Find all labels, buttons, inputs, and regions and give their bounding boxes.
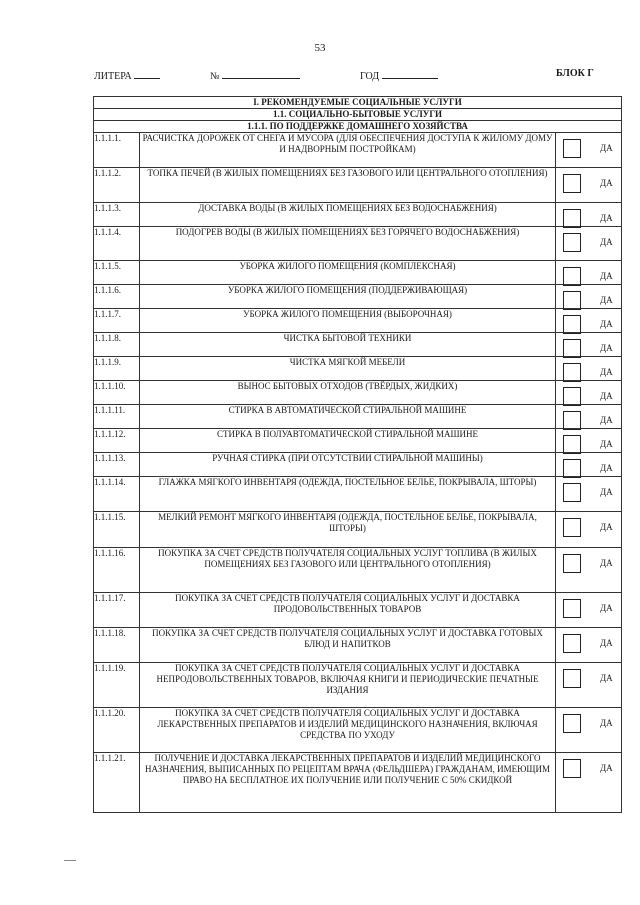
service-choice-cell: [556, 333, 622, 357]
yes-label: ДА: [600, 391, 613, 401]
service-description: УБОРКА ЖИЛОГО ПОМЕЩЕНИЯ (ПОДДЕРЖИВАЮЩАЯ): [140, 285, 556, 309]
section-subtitle: 1.1. СОЦИАЛЬНО-БЫТОВЫЕ УСЛУГИ: [94, 109, 622, 121]
service-choice-cell: [556, 453, 622, 477]
yes-label: ДА: [600, 415, 613, 425]
yes-checkbox[interactable]: [563, 174, 581, 193]
service-description: УБОРКА ЖИЛОГО ПОМЕЩЕНИЯ (ВЫБОРОЧНАЯ): [140, 309, 556, 333]
service-description: ПОКУПКА ЗА СЧЕТ СРЕДСТВ ПОЛУЧАТЕЛЯ СОЦИАЛЬНЫХ УСЛУГ И ДОСТАВКА ПРОДОВОЛЬСТВЕННЫХ ТОВАРОВ: [140, 593, 556, 628]
service-choice-cell: [556, 405, 622, 429]
service-description: СТИРКА В ПОЛУАВТОМАТИЧЕСКОЙ СТИРАЛЬНОЙ МАШИНЕ: [140, 429, 556, 453]
service-row: [94, 261, 622, 285]
services-table: [93, 96, 622, 813]
yes-label: ДА: [600, 343, 613, 353]
service-number: 1.1.1.9.: [94, 357, 140, 381]
year-field: [360, 68, 438, 82]
yes-checkbox[interactable]: [563, 233, 581, 252]
service-number: 1.1.1.15.: [94, 512, 140, 548]
service-choice-cell: [556, 261, 622, 285]
service-row: [94, 593, 622, 628]
service-row: [94, 453, 622, 477]
service-description: МЕЛКИЙ РЕМОНТ МЯГКОГО ИНВЕНТАРЯ (ОДЕЖДА, ПОСТЕЛЬНОЕ БЕЛЬЕ, ПОКРЫВАЛА, ШТОРЫ): [140, 512, 556, 548]
service-number: 1.1.1.8.: [94, 333, 140, 357]
block-label: БЛОК Г: [556, 68, 594, 79]
service-choice-cell: [556, 203, 622, 227]
section-title-row: [94, 97, 622, 109]
yes-label: ДА: [600, 603, 613, 613]
service-choice-cell: [556, 429, 622, 453]
yes-label: ДА: [600, 439, 613, 449]
service-number: 1.1.1.14.: [94, 477, 140, 512]
service-number: 1.1.1.16.: [94, 548, 140, 593]
yes-checkbox[interactable]: [563, 599, 581, 618]
service-number: 1.1.1.3.: [94, 203, 140, 227]
yes-label: ДА: [600, 213, 613, 223]
yes-checkbox[interactable]: [563, 435, 581, 454]
service-number: 1.1.1.7.: [94, 309, 140, 333]
litera-label: ЛИТЕРА: [94, 71, 132, 82]
service-number: 1.1.1.5.: [94, 261, 140, 285]
yes-checkbox[interactable]: [563, 518, 581, 537]
service-number: 1.1.1.2.: [94, 168, 140, 203]
service-row: [94, 405, 622, 429]
service-number: 1.1.1.11.: [94, 405, 140, 429]
service-number: 1.1.1.20.: [94, 708, 140, 753]
service-row: [94, 548, 622, 593]
service-number: 1.1.1.17.: [94, 593, 140, 628]
litera-field: [94, 68, 160, 82]
service-choice-cell: [556, 133, 622, 168]
service-choice-cell: [556, 593, 622, 628]
service-description: ГЛАЖКА МЯГКОГО ИНВЕНТАРЯ (ОДЕЖДА, ПОСТЕЛЬНОЕ БЕЛЬЕ, ПОКРЫВАЛА, ШТОРЫ): [140, 477, 556, 512]
number-field: [210, 68, 300, 82]
year-label: ГОД: [360, 71, 380, 82]
service-description: ПОДОГРЕВ ВОДЫ (В ЖИЛЫХ ПОМЕЩЕНИЯХ БЕЗ ГОРЯЧЕГО ВОДОСНАБЖЕНИЯ): [140, 227, 556, 261]
service-row: [94, 333, 622, 357]
service-choice-cell: [556, 381, 622, 405]
service-choice-cell: [556, 708, 622, 753]
yes-checkbox[interactable]: [563, 209, 581, 228]
yes-checkbox[interactable]: [563, 759, 581, 778]
service-description: СТИРКА В АВТОМАТИЧЕСКОЙ СТИРАЛЬНОЙ МАШИНЕ: [140, 405, 556, 429]
service-number: 1.1.1.12.: [94, 429, 140, 453]
page-number: 53: [314, 42, 326, 54]
service-choice-cell: [556, 357, 622, 381]
yes-label: ДА: [600, 487, 613, 497]
service-row: [94, 168, 622, 203]
service-description: УБОРКА ЖИЛОГО ПОМЕЩЕНИЯ (КОМПЛЕКСНАЯ): [140, 261, 556, 285]
yes-checkbox[interactable]: [563, 634, 581, 653]
service-choice-cell: [556, 227, 622, 261]
service-row: [94, 357, 622, 381]
service-number: 1.1.1.19.: [94, 663, 140, 708]
service-row: [94, 203, 622, 227]
section-subtitle-row: [94, 109, 622, 121]
yes-label: ДА: [600, 319, 613, 329]
service-choice-cell: [556, 663, 622, 708]
service-number: 1.1.1.18.: [94, 628, 140, 663]
yes-label: ДА: [600, 367, 613, 377]
subsection-row: [94, 121, 622, 133]
yes-checkbox[interactable]: [563, 483, 581, 502]
service-description: РУЧНАЯ СТИРКА (ПРИ ОТСУТСТВИИ СТИРАЛЬНОЙ МАШИНЫ): [140, 453, 556, 477]
service-row: [94, 429, 622, 453]
service-row: [94, 663, 622, 708]
yes-label: ДА: [600, 178, 613, 188]
yes-label: ДА: [600, 463, 613, 473]
number-blank[interactable]: [222, 68, 300, 79]
yes-checkbox[interactable]: [563, 669, 581, 688]
yes-label: ДА: [600, 295, 613, 305]
yes-label: ДА: [600, 237, 613, 247]
service-description: ПОКУПКА ЗА СЧЕТ СРЕДСТВ ПОЛУЧАТЕЛЯ СОЦИАЛЬНЫХ УСЛУГ И ДОСТАВКА ЛЕКАРСТВЕННЫХ ПРЕПАРАТОВ И ИЗДЕЛИЙ МЕДИЦИНСКОГО НАЗНАЧЕНИЯ, ВКЛЮЧАЯ СРЕДСТВА ПО УХОДУ: [140, 708, 556, 753]
service-row: [94, 477, 622, 512]
service-row: [94, 753, 622, 813]
service-description: РАСЧИСТКА ДОРОЖЕК ОТ СНЕГА И МУСОРА (ДЛЯ ОБЕСПЕЧЕНИЯ ДОСТУПА К ЖИЛОМУ ДОМУ И НАДВОРНЫМ ПОСТРОЙКАМ): [140, 133, 556, 168]
service-number: 1.1.1.13.: [94, 453, 140, 477]
service-number: 1.1.1.10.: [94, 381, 140, 405]
service-description: ТОПКА ПЕЧЕЙ (В ЖИЛЫХ ПОМЕЩЕНИЯХ БЕЗ ГАЗОВОГО ИЛИ ЦЕНТРАЛЬНОГО ОТОПЛЕНИЯ): [140, 168, 556, 203]
service-row: [94, 512, 622, 548]
service-choice-cell: [556, 628, 622, 663]
yes-label: ДА: [600, 638, 613, 648]
service-number: 1.1.1.1.: [94, 133, 140, 168]
service-description: ЧИСТКА БЫТОВОЙ ТЕХНИКИ: [140, 333, 556, 357]
yes-checkbox[interactable]: [563, 411, 581, 430]
yes-label: ДА: [600, 673, 613, 683]
service-choice-cell: [556, 512, 622, 548]
number-label: №: [210, 71, 220, 82]
service-description: ПОКУПКА ЗА СЧЕТ СРЕДСТВ ПОЛУЧАТЕЛЯ СОЦИАЛЬНЫХ УСЛУГ ТОПЛИВА (В ЖИЛЫХ ПОМЕЩЕНИЯХ БЕЗ ГАЗОВОГО ИЛИ ЦЕНТРАЛЬНОГО ОТОПЛЕНИЯ): [140, 548, 556, 593]
section-title: I. РЕКОМЕНДУЕМЫЕ СОЦИАЛЬНЫЕ УСЛУГИ: [94, 97, 622, 109]
yes-checkbox[interactable]: [563, 339, 581, 358]
service-choice-cell: [556, 548, 622, 593]
service-number: 1.1.1.6.: [94, 285, 140, 309]
yes-checkbox[interactable]: [563, 387, 581, 406]
service-row: [94, 628, 622, 663]
yes-checkbox[interactable]: [563, 554, 581, 573]
service-number: 1.1.1.4.: [94, 227, 140, 261]
service-row: [94, 309, 622, 333]
service-choice-cell: [556, 168, 622, 203]
yes-label: ДА: [600, 558, 613, 568]
service-choice-cell: [556, 285, 622, 309]
yes-checkbox[interactable]: [563, 267, 581, 286]
service-row: [94, 133, 622, 168]
yes-checkbox[interactable]: [563, 363, 581, 382]
service-row: [94, 227, 622, 261]
service-choice-cell: [556, 309, 622, 333]
service-number: 1.1.1.21.: [94, 753, 140, 813]
service-row: [94, 708, 622, 753]
yes-label: ДА: [600, 763, 613, 773]
yes-checkbox[interactable]: [563, 714, 581, 733]
litera-blank[interactable]: [134, 68, 160, 79]
yes-label: ДА: [600, 271, 613, 281]
service-row: [94, 381, 622, 405]
service-choice-cell: [556, 477, 622, 512]
service-rows: [94, 133, 622, 813]
service-row: [94, 285, 622, 309]
margin-dash: [64, 860, 76, 861]
service-choice-cell: [556, 753, 622, 813]
yes-label: ДА: [600, 143, 613, 153]
service-description: ЧИСТКА МЯГКОЙ МЕБЕЛИ: [140, 357, 556, 381]
yes-checkbox[interactable]: [563, 139, 581, 158]
service-description: ПОЛУЧЕНИЕ И ДОСТАВКА ЛЕКАРСТВЕННЫХ ПРЕПАРАТОВ И ИЗДЕЛИЙ МЕДИЦИНСКОГО НАЗНАЧЕНИЯ, ВЫПИСАННЫХ ПО РЕЦЕПТАМ ВРАЧА (ФЕЛЬДШЕРА) ГРАЖДАНАМ, ИМЕЮЩИМ ПРАВО НА БЕСПЛАТНОЕ ИХ ПОЛУЧЕНИЕ ИЛИ ПОЛУЧЕНИЕ С 50% СКИДКОЙ: [140, 753, 556, 813]
service-description: ПОКУПКА ЗА СЧЕТ СРЕДСТВ ПОЛУЧАТЕЛЯ СОЦИАЛЬНЫХ УСЛУГ И ДОСТАВКА НЕПРОДОВОЛЬСТВЕННЫХ ТОВАРОВ, ВКЛЮЧАЯ КНИГИ И ПЕРИОДИЧЕСКИЕ ПЕЧАТНЫЕ ИЗДАНИЯ: [140, 663, 556, 708]
yes-checkbox[interactable]: [563, 459, 581, 478]
yes-checkbox[interactable]: [563, 291, 581, 310]
yes-checkbox[interactable]: [563, 315, 581, 334]
service-description: ПОКУПКА ЗА СЧЕТ СРЕДСТВ ПОЛУЧАТЕЛЯ СОЦИАЛЬНЫХ УСЛУГ И ДОСТАВКА ГОТОВЫХ БЛЮД И НАПИТКОВ: [140, 628, 556, 663]
subsection-title: 1.1.1. ПО ПОДДЕРЖКЕ ДОМАШНЕГО ХОЗЯЙСТВА: [94, 121, 622, 133]
yes-label: ДА: [600, 522, 613, 532]
year-blank[interactable]: [382, 68, 438, 79]
yes-label: ДА: [600, 718, 613, 728]
service-description: ВЫНОС БЫТОВЫХ ОТХОДОВ (ТВЁРДЫХ, ЖИДКИХ): [140, 381, 556, 405]
service-description: ДОСТАВКА ВОДЫ (В ЖИЛЫХ ПОМЕЩЕНИЯХ БЕЗ ВОДОСНАБЖЕНИЯ): [140, 203, 556, 227]
